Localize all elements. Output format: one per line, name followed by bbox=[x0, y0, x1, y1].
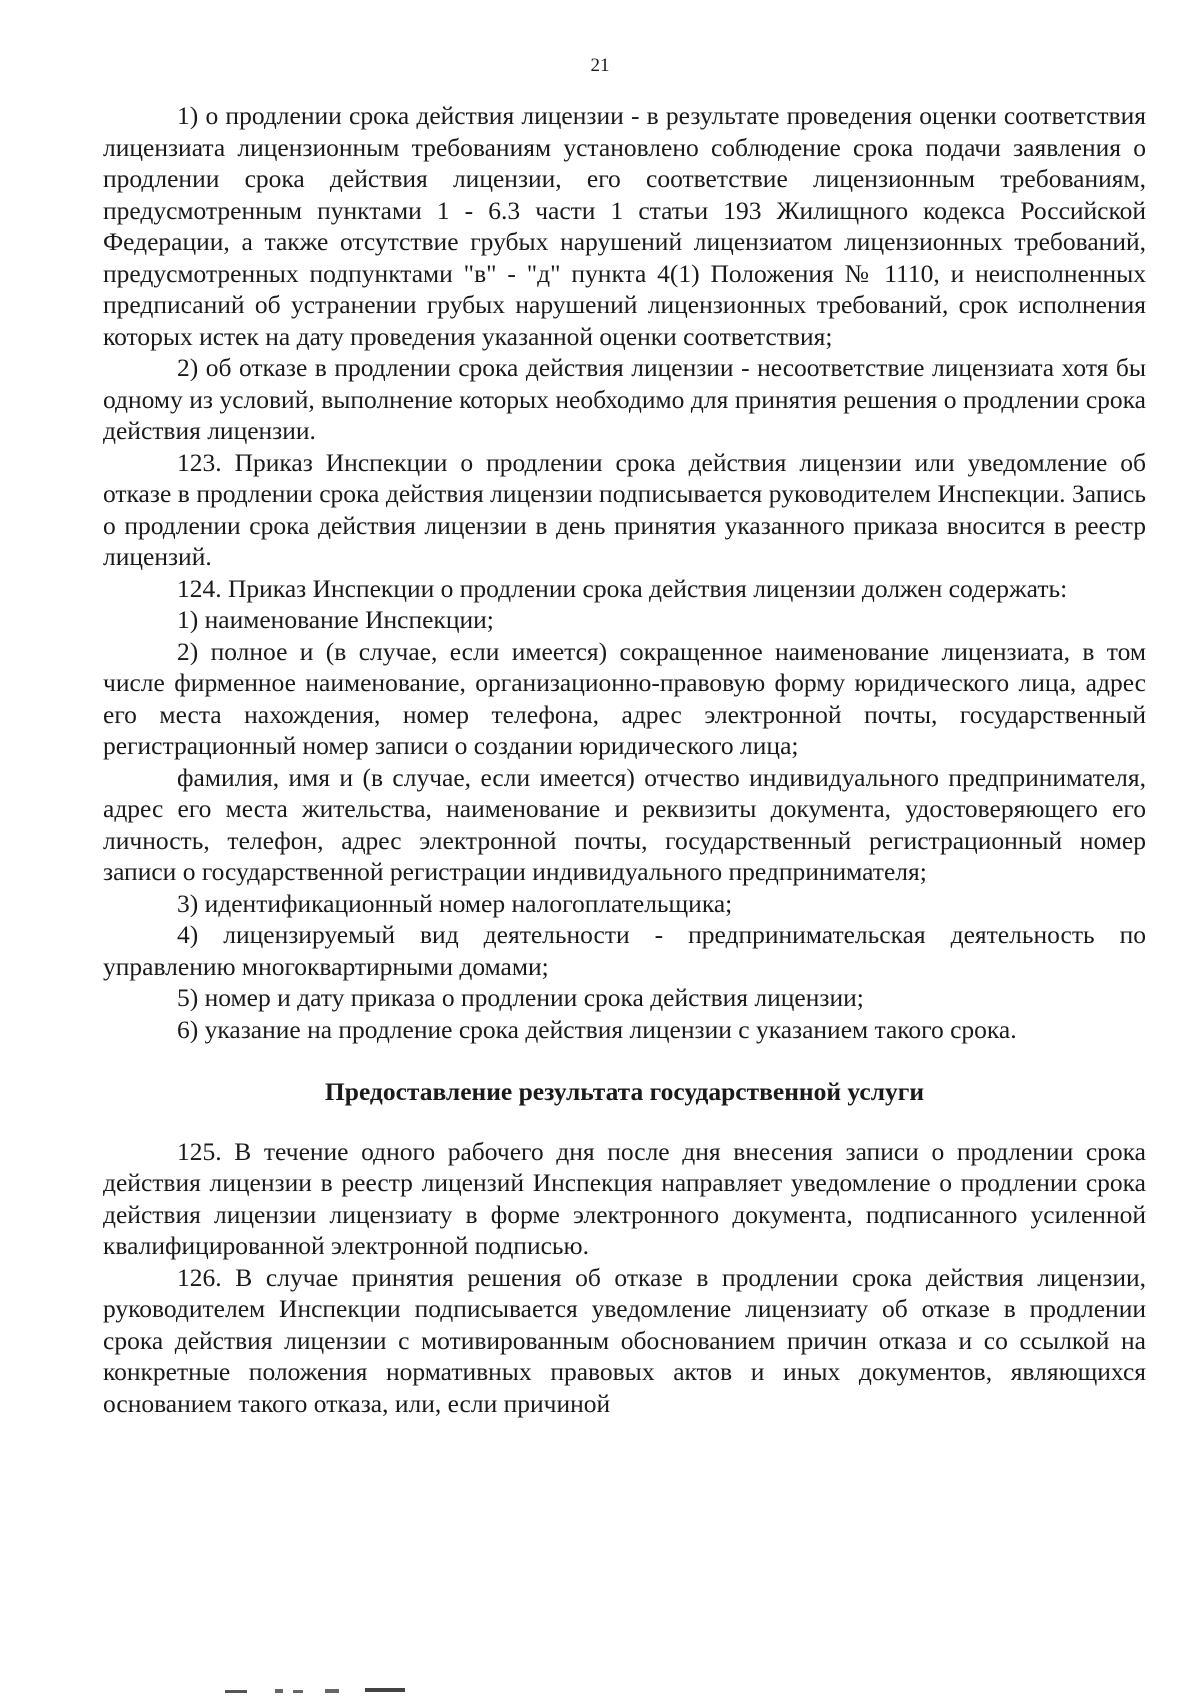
paragraph-124: 124. Приказ Инспекции о продлении срока действия лицензии должен содержать: bbox=[177, 573, 1068, 603]
list-item-4-activity: 4) лицензируемый вид деятельности - предпринимательская деятельность по управлению многоквартирными домами; bbox=[103, 920, 1146, 981]
paragraph-125: 125. В течение одного рабочего дня после дня внесения записи о продлении срока действия лицензии в реестр лицензий Инспекция направляет уведомление о продлении срока действия лицензии лицензиату в форме электронного документа, подписанного усиленной квалифицированной электронной подписью. bbox=[103, 1136, 1146, 1260]
document-body bbox=[103, 100, 1146, 1419]
list-item-3-inn: 3) идентификационный номер налогоплательщика; bbox=[177, 888, 733, 918]
page-number: 21 bbox=[590, 55, 610, 76]
section-heading: Предоставление результата государственной услуги bbox=[324, 1077, 925, 1106]
paragraph-126: 126. В случае принятия решения об отказе в продлении срока действия лицензии, руководителем Инспекции подписывается уведомление лицензиату об отказе в продлении срока действия лицензии с мотивированным обоснованием причин отказа и со ссылкой на конкретные положения нормативных правовых актов и иных документов, являющихся основанием такого отказа, или, если причиной bbox=[103, 1262, 1146, 1418]
paragraph-item-2-refusal: 2) об отказе в продлении срока действия лицензии - несоответствие лицензиата хотя бы одному из условий, выполнение которых необходимо для принятия решения о продлении срока действия лицензии. bbox=[103, 353, 1146, 445]
paragraph-123: 123. Приказ Инспекции о продлении срока действия лицензии или уведомление об отказе в продлении срока действия лицензии подписывается руководителем Инспекции. Запись о продлении срока действия лицензии в день принятия указанного приказа вносится в реестр лицензий. bbox=[103, 447, 1146, 571]
list-item-1-inspection-name: 1) наименование Инспекции; bbox=[177, 605, 494, 634]
paragraph-individual-entrepreneur: фамилия, имя и (в случае, если имеется) отчество индивидуального предпринимателя, адрес его места жительства, наименование и реквизиты документа, удостоверяющего его личность, телефон, адрес электронной почты, государственный регистрационный номер записи о государственной регистрации индивидуального предпринимателя; bbox=[103, 762, 1146, 886]
scan-artifact-marks bbox=[215, 1680, 455, 1696]
list-item-5-order-number: 5) номер и дату приказа о продлении срока действия лицензии; bbox=[177, 983, 864, 1012]
list-item-2-licensee-name: 2) полное и (в случае, если имеется) сокращенное наименование лицензиата, в том числе фирменное наименование, организационно-правовую форму юридического лица, адрес его места нахождения, номер телефона, адрес электронной почты, государственный регистрационный номер записи о создании юридического лица; bbox=[103, 636, 1146, 760]
list-item-6-extension-term: 6) указание на продление срока действия лицензии с указанием такого срока. bbox=[177, 1014, 1017, 1044]
paragraph-item-1-extension: 1) о продлении срока действия лицензии - в результате проведения оценки соответствия лицензиата лицензионным требованиям установлено соблюдение срока подачи заявления о продлении срока действия лицензии, его соответствие лицензионным требованиям, предусмотренным пунктами 1 - 6.3 части 1 статьи 193 Жилищного кодекса Российской Федерации, а также отсутствие грубых нарушений лицензиатом лицензионных требований, предусмотренных подпунктами "в" - "д" пункта 4(1) Положения № 1110, и неисполненных предписаний об устранении грубых нарушений лицензионных требований, срок исполнения которых истек на дату проведения указанной оценки соответствия; bbox=[103, 101, 1146, 351]
